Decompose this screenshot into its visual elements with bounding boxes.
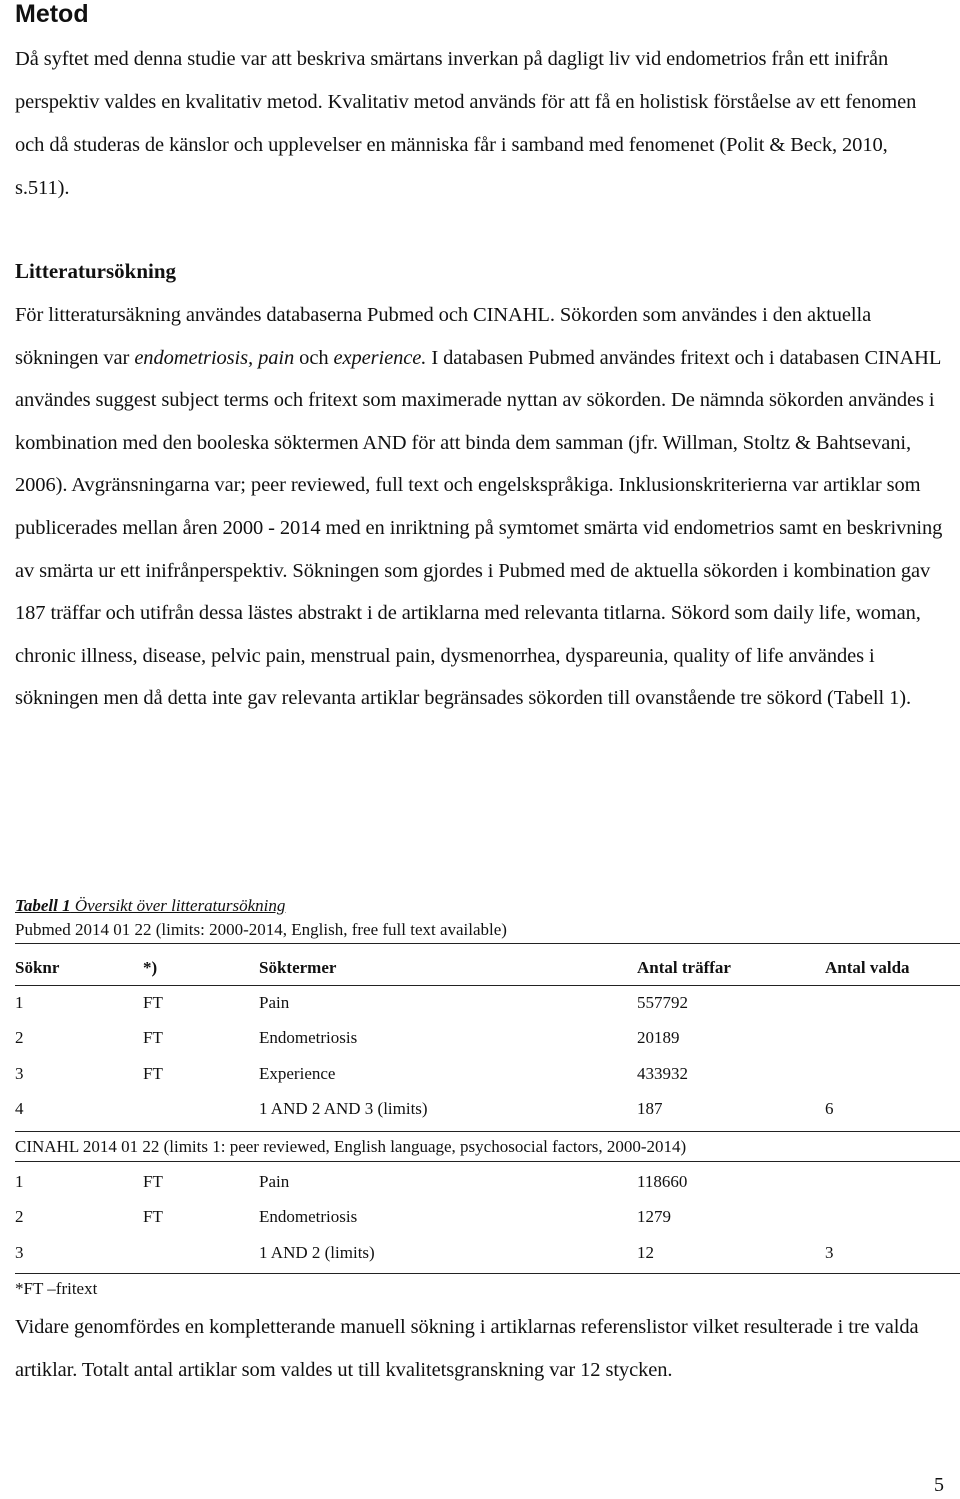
header-soknr: Söknr (15, 958, 60, 977)
table-caption (15, 893, 285, 919)
table-row (15, 1164, 960, 1199)
search-term-2: experience. (333, 346, 427, 369)
table-caption-label: Tabell 1 (15, 896, 71, 915)
cell-term: Experience (259, 1064, 336, 1083)
cell-term: Endometriosis (259, 1028, 358, 1047)
cell-hits: 118660 (637, 1172, 688, 1191)
header-soktermer: Söktermer (259, 958, 337, 977)
cell-type: FT (143, 1207, 163, 1226)
search-paragraph-och: och (294, 346, 334, 369)
table-rule-top (15, 943, 960, 944)
cell-hits: 433932 (637, 1064, 688, 1083)
header-antal-valda: Antal valda (825, 958, 910, 977)
cell-selected: 3 (825, 1243, 834, 1262)
pubmed-limits-line: Pubmed 2014 01 22 (limits: 2000-2014, English, free full text available) (15, 920, 507, 939)
intro-paragraph: Då syftet med denna studie var att beskriva smärtans inverkan på dagligt liv vid endometrios från ett inifrån perspektiv valdes en kvalitativ metod. Kvalitativ metod används för att få en holistisk förståelse av ett fenomen och då studeras de känslor och upplevelser en människa får i samband med fenomenet (Polit & Beck, 2010, s.511). (15, 48, 917, 199)
cell-soknr: 1 (15, 1172, 24, 1191)
table-rule-bottom (15, 1273, 960, 1274)
closing-paragraph: Vidare genomfördes en kompletterande manuell sökning i artiklarnas referenslistor vilket resulterade i tre valda artiklar. Totalt antal artiklar som valdes ut till kvalitetsgranskning var 12 stycken. (15, 1316, 919, 1381)
cell-hits: 557792 (637, 993, 688, 1012)
table-header-row (15, 950, 960, 985)
table-row (15, 1020, 960, 1055)
search-paragraph (15, 294, 945, 720)
header-asterisk: *) (143, 958, 158, 977)
search-paragraph-part-b: I databasen Pubmed användes fritext och i databasen CINAHL användes suggest subject terms och fritext som maximerade nyttan av sökorden. De nämnda sökorden användes i kombination med den booleska söktermen AND för att binda dem samman (jfr. Willman, Stoltz & Bahtsevani, 2006). Avgränsningarna var; peer reviewed, full text och engelskspråkiga. Inklusionskriterierna var artiklar som publicerades mellan åren 2000 - 2014 med en inriktning på symtomet smärta vid endometrios samt en beskrivning av smärta ur ett inifrånperspektiv. Sökningen som gjordes i Pubmed med de aktuella sökorden i kombination gav 187 träffar och utifrån dessa lästes abstrakt i de artiklarna med relevanta titlarna. Sökord som daily life, woman, chronic illness, disease, pelvic pain, menstrual pain, dysmenorrhea, dyspareunia, quality of life användes i sökningen men då detta inte gav relevanta artiklar begränsades sökorden till ovanstående tre sökord (Tabell 1). (15, 346, 943, 710)
cell-hits: 1279 (637, 1207, 671, 1226)
cell-term: 1 AND 2 AND 3 (limits) (259, 1099, 428, 1118)
table-rule-cinahl (15, 1131, 960, 1132)
cell-soknr: 4 (15, 1099, 24, 1118)
cell-soknr: 2 (15, 1207, 24, 1226)
cell-soknr: 3 (15, 1064, 24, 1083)
table-row (15, 985, 960, 1020)
section-heading-metod: Metod (15, 0, 89, 28)
cell-selected: 6 (825, 1099, 834, 1118)
cell-term: Pain (259, 993, 290, 1012)
cinahl-limits-line: CINAHL 2014 01 22 (limits 1: peer reviewed, English language, psychosocial factors, 2000-2014) (15, 1137, 687, 1156)
table-row (15, 1235, 960, 1270)
cell-type: FT (143, 1172, 163, 1191)
subheading-litteratursokning: Litteratursökning (15, 259, 177, 283)
cell-term: Endometriosis (259, 1207, 358, 1226)
cell-soknr: 2 (15, 1028, 24, 1047)
table-caption-text: Översikt över litteratursökning (70, 896, 286, 915)
header-antal-traffar: Antal träffar (637, 958, 731, 977)
page-number: 5 (934, 1474, 944, 1496)
cell-type: FT (143, 1028, 163, 1047)
cell-term: 1 AND 2 (limits) (259, 1243, 375, 1262)
cell-hits: 20189 (637, 1028, 680, 1047)
table-row (15, 1091, 960, 1126)
cell-soknr: 3 (15, 1243, 24, 1262)
cell-hits: 187 (637, 1099, 663, 1118)
search-term-1: endometriosis, pain (134, 346, 295, 369)
table-row (15, 1056, 960, 1091)
table-rule-cinahl-below (15, 1161, 960, 1162)
cell-hits: 12 (637, 1243, 654, 1262)
cell-soknr: 1 (15, 993, 24, 1012)
cell-term: Pain (259, 1172, 290, 1191)
cell-type: FT (143, 993, 163, 1012)
table-footnote: *FT –fritext (15, 1279, 98, 1298)
table-row (15, 1199, 960, 1234)
search-paragraph-part-a: För litteratursäkning användes databaserna Pubmed och CINAHL. Sökorden som användes i den aktuella sökningen var (15, 304, 872, 369)
cell-type: FT (143, 1064, 163, 1083)
